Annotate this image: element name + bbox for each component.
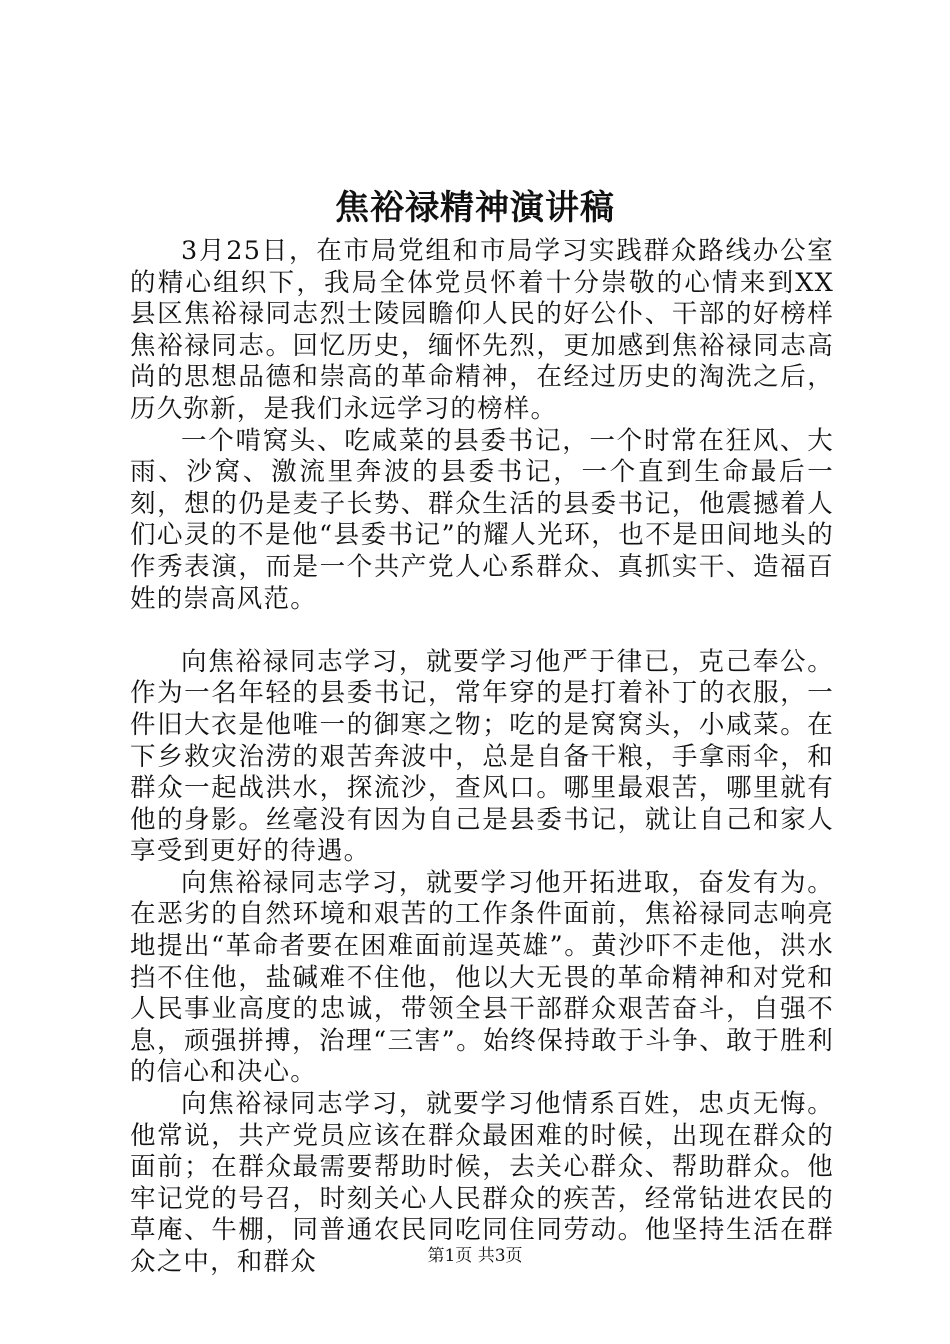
paragraph-4: 向焦裕禄同志学习，就要学习他开拓进取，奋发有为。在恶劣的自然环境和艰苦的工作条件面前，焦裕禄同志响亮地提出“革命者要在困难面前逞英雄”。黄沙吓不走他，洪水挡不住他，盐碱难不住他，他以大无畏的革命精神和对党和人民事业高度的忠诚，带领全县干部群众艰苦奋斗，自强不息，顽强拼搏，治理“三害”。始终保持敢于斗争、敢于胜利的信心和决心。 [130, 867, 834, 1088]
paragraph-3: 向焦裕禄同志学习，就要学习他严于律已，克己奉公。作为一名年轻的县委书记，常年穿的是打着补丁的衣服，一件旧大衣是他唯一的御寒之物；吃的是窝窝头，小咸菜。在下乡救灾治涝的艰苦奔波中，总是自备干粮，手拿雨伞，和群众一起战洪水，探流沙，查风口。哪里最艰苦，哪里就有他的身影。丝毫没有因为自己是县委书记，就让自己和家人享受到更好的待遇。 [130, 646, 834, 867]
document-body [130, 236, 834, 1279]
paragraph-1: 3月25日，在市局党组和市局学习实践群众路线办公室的精心组织下，我局全体党员怀着十分崇敬的心情来到XX县区焦裕禄同志烈士陵园瞻仰人民的好公仆、干部的好榜样焦裕禄同志。回忆历史，缅怀先烈，更加感到焦裕禄同志高尚的思想品德和崇高的革命精神，在经过历史的淘洗之后，历久弥新，是我们永远学习的榜样。 [130, 236, 834, 424]
paragraph-gap [130, 615, 834, 647]
document-title: 焦裕禄精神演讲稿 [335, 188, 615, 228]
paragraph-2: 一个啃窝头、吃咸菜的县委书记，一个时常在狂风、大雨、沙窝、激流里奔波的县委书记，一个直到生命最后一刻，想的仍是麦子长势、群众生活的县委书记，他震撼着人们心灵的不是他“县委书记”的耀人光环，也不是田间地头的作秀表演，而是一个共产党人心系群众、真抓实干、造福百姓的崇高风范。 [130, 425, 834, 614]
paragraph-5: 向焦裕禄同志学习，就要学习他情系百姓，忠贞无悔。他常说，共产党员应该在群众最困难的时候，出现在群众的面前；在群众最需要帮助时候，去关心群众、帮助群众。他牢记党的号召，时刻关心人民群众的疾苦，经常钻进农民的草庵、牛棚，同普通农民同吃同住同劳动。他坚持生活在群众之中，和群众 [130, 1089, 834, 1277]
page-number-footer: 第1页 共3页 [427, 1246, 523, 1266]
